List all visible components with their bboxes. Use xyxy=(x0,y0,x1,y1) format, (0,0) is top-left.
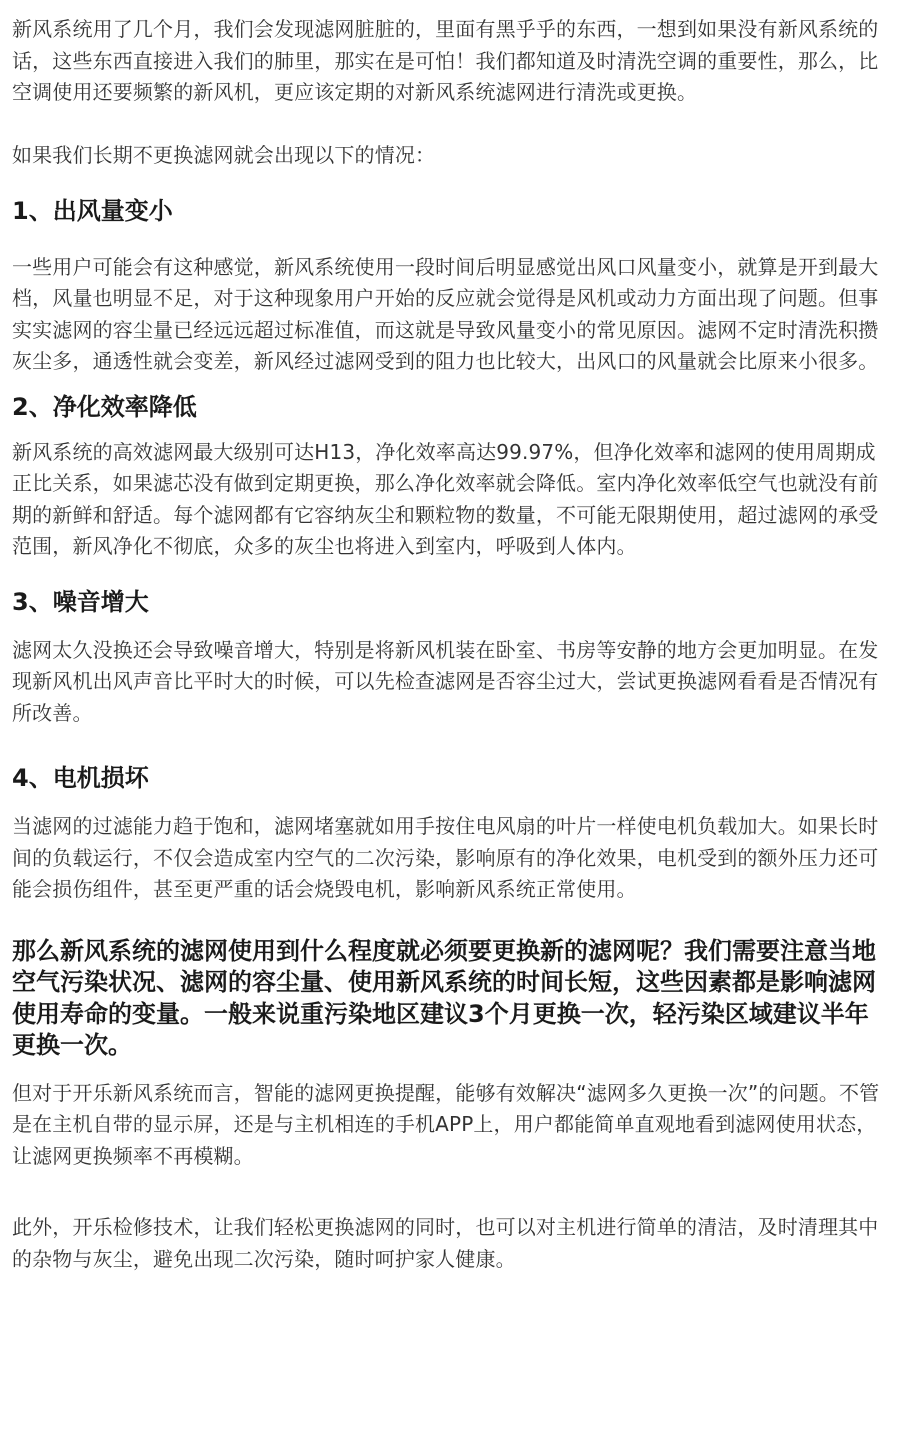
callout-paragraph: 那么新风系统的滤网使用到什么程度就必须要更换新的滤网呢？我们需要注意当地空气污染状况、滤网的容尘量、使用新风系统的时间长短，这些因素都是影响滤网使用寿命的变量。一般来说重污染地区建议3个月更换一次，轻污染区域建议半年更换一次。 xyxy=(12,936,876,1059)
section-body-airflow: 一些用户可能会有这种感觉，新风系统使用一段时间后明显感觉出风口风量变小，就算是开到最大档，风量也明显不足，对于这种现象用户开始的反应就会觉得是风机或动力方面出现了问题。但事实实滤网的容尘量已经远远超过标准值，而这就是导致风量变小的常见原因。滤网不定时清洗积攒灰尘多，通透性就会变差，新风经过滤网受到的阻力也比较大，出风口的风量就会比原来小很多。 xyxy=(12,254,879,373)
section-heading-motor: 4、电机损坏 xyxy=(12,764,149,792)
section-heading-efficiency: 2、净化效率降低 xyxy=(12,392,197,421)
section-body-noise: 滤网太久没换还会导致噪音增大，特别是将新风机装在卧室、书房等安静的地方会更加明显。在发现新风机出风声音比平时大的时候，可以先检查滤网是否容尘过大，尝试更换滤网看看是否情况有所改善。 xyxy=(12,637,879,725)
closing-paragraph-1: 但对于开乐新风系统而言，智能的滤网更换提醒，能够有效解决“滤网多久更换一次”的问题。不管是在主机自带的显示屏，还是与主机相连的手机APP上，用户都能简单直观地看到滤网使用状态，让滤网更换频率不再模糊。 xyxy=(12,1080,880,1168)
lead-paragraph: 如果我们长期不更换滤网就会出现以下的情况： xyxy=(12,143,436,167)
closing-paragraph-2: 此外，开乐检修技术，让我们轻松更换滤网的同时，也可以对主机进行简单的清洁，及时清理其中的杂物与灰尘，避免出现二次污染，随时呵护家人健康。 xyxy=(12,1215,879,1271)
section-heading-airflow: 1、出风量变小 xyxy=(12,196,173,225)
section-body-efficiency: 新风系统的高效滤网最大级别可达H13，净化效率高达99.97%，但净化效率和滤网的使用周期成正比关系，如果滤芯没有做到定期更换，那么净化效率就会降低。室内净化效率低空气也就没有前期的新鲜和舒适。每个滤网都有它容纳灰尘和颗粒物的数量，不可能无限期使用，超过滤网的承受范围，新风净化不彻底，众多的灰尘也将进入到室内，呼吸到人体内。 xyxy=(12,439,879,558)
section-heading-noise: 3、噪音增大 xyxy=(12,587,149,616)
intro-paragraph: 新风系统用了几个月，我们会发现滤网脏脏的，里面有黑乎乎的东西，一想到如果没有新风系统的话，这些东西直接进入我们的肺里，那实在是可怕！我们都知道及时清洗空调的重要性，那么，比空调使用还要频繁的新风机，更应该定期的对新风系统滤网进行清洗或更换。 xyxy=(12,17,879,104)
section-body-motor: 当滤网的过滤能力趋于饱和，滤网堵塞就如用手按住电风扇的叶片一样使电机负载加大。如果长时间的负载运行，不仅会造成室内空气的二次污染，影响原有的净化效果，电机受到的额外压力还可能会损伤组件，甚至更严重的话会烧毁电机，影响新风系统正常使用。 xyxy=(12,814,879,901)
